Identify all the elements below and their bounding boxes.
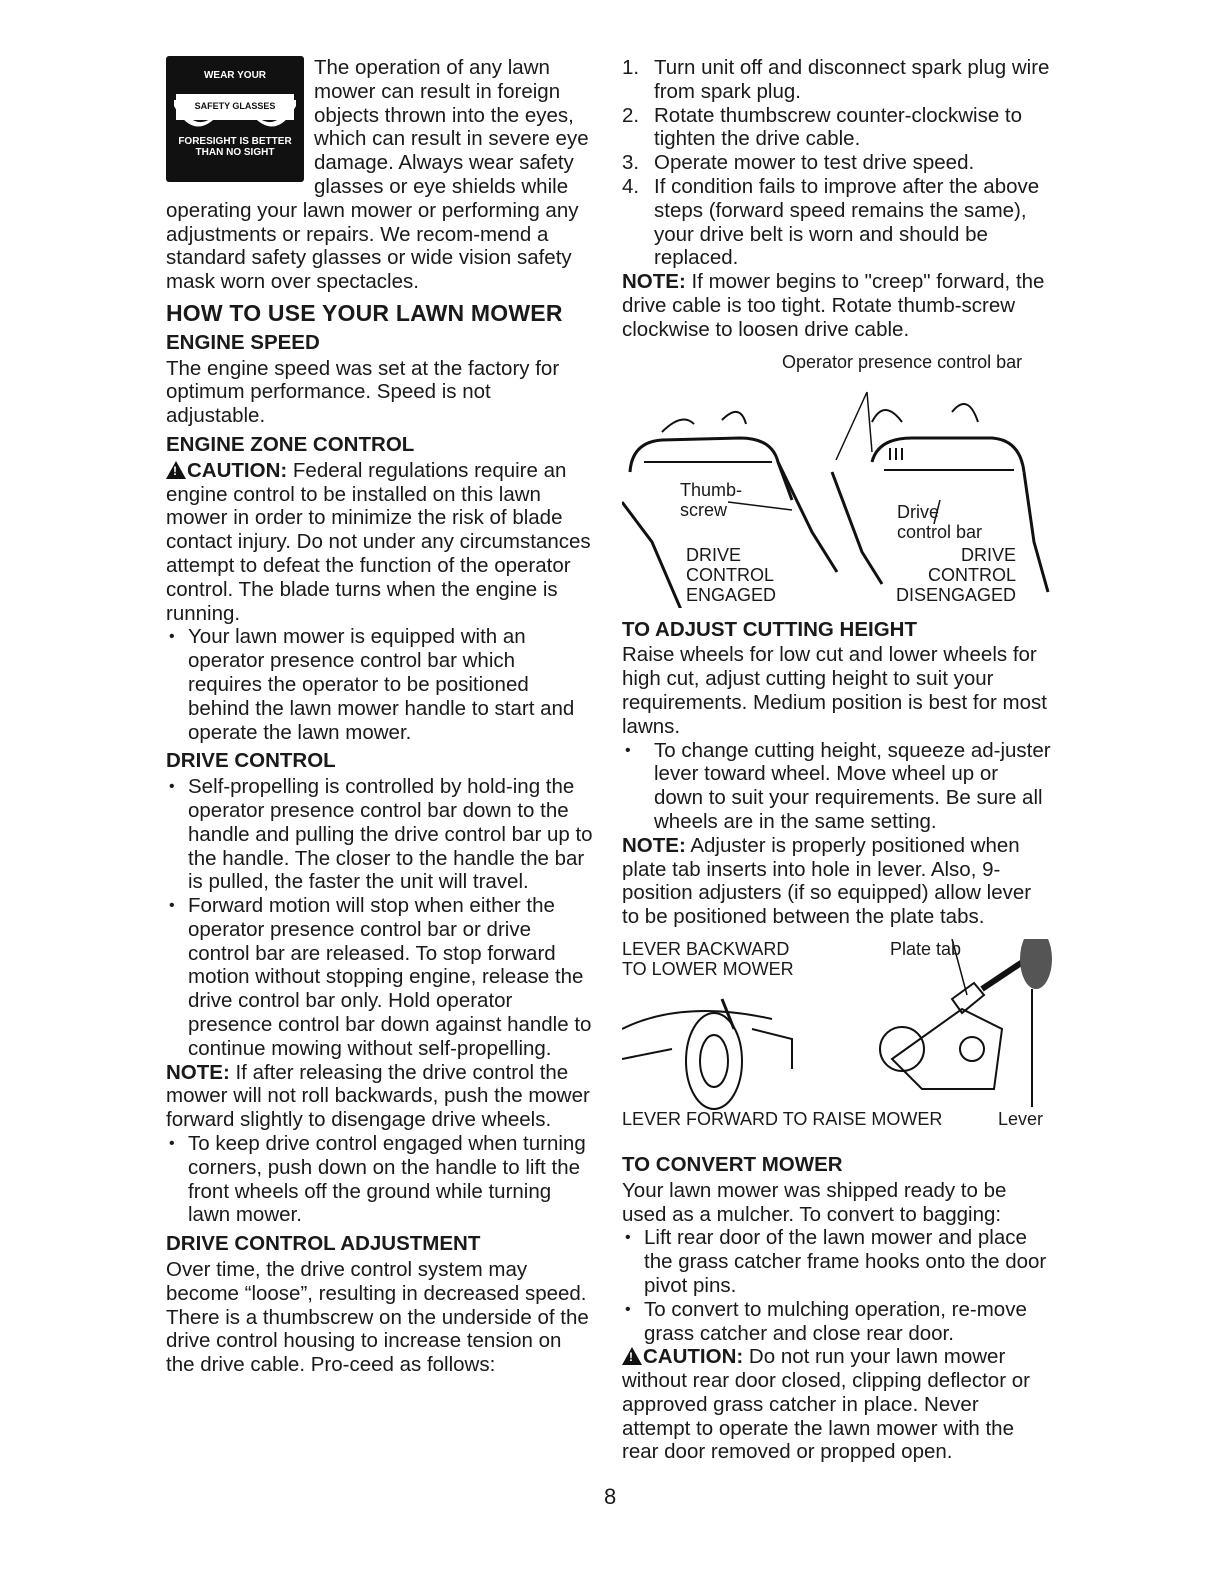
convert-list — [622, 1226, 1052, 1345]
note-label: NOTE: — [166, 1060, 230, 1084]
thumbscrew-line2: screw — [680, 499, 728, 520]
badge-slogan — [166, 136, 304, 158]
convert-caution — [622, 1345, 1052, 1464]
list-item: • Self-propelling is controlled by hold-ing the operator presence control bar down to the handle and pulling the drive control bar up to the handle. The closer to the handle the bar is pulled, the faster the unit will travel. — [166, 775, 594, 894]
engaged-label — [686, 545, 776, 605]
thumbscrew-label — [680, 480, 742, 520]
engine-zone-heading: ENGINE ZONE CONTROL — [166, 432, 415, 456]
convert-heading: TO CONVERT MOWER — [622, 1152, 843, 1176]
step-number: 3. — [622, 151, 640, 175]
main-heading: HOW TO USE YOUR LAWN MOWER — [166, 299, 563, 326]
step-item — [622, 151, 1052, 175]
engaged-line3: ENGAGED — [686, 584, 777, 605]
engine-zone-caution — [166, 459, 594, 626]
drive-control-list-2 — [166, 1132, 594, 1227]
list-item: • To convert to mulching operation, re-move grass catcher and close rear door. — [622, 1298, 1052, 1346]
step-text: Rotate thumbscrew counter-clockwise to tighten the drive cable. — [654, 103, 1023, 151]
list-item: • To keep drive control engaged when turning corners, push down on the handle to lift the front wheels off the ground while turning lawn mower. — [166, 1132, 594, 1227]
lever-label: Lever — [998, 1108, 1044, 1129]
step-item — [622, 175, 1052, 270]
disengaged-line1: DRIVE — [960, 544, 1016, 565]
engine-speed-heading: ENGINE SPEED — [166, 330, 320, 354]
step-item — [622, 56, 1052, 104]
cutting-height-text: Raise wheels for low cut and lower wheels for high cut, adjust cutting height to suit your requirements. Medium position is best for most lawns. — [622, 643, 1047, 738]
step-text: If condition fails to improve after the above steps (forward speed remains the same), your drive belt is worn and should be replaced. — [654, 174, 1040, 270]
height-lever-figure — [622, 939, 1052, 1129]
adjust-steps — [622, 56, 1052, 270]
adjuster-note — [622, 834, 1052, 929]
note-label: NOTE: — [622, 270, 686, 294]
list-item: • Forward motion will stop when either the operator presence control bar or drive control bar are released. To stop forward motion without stopping engine, release the drive control bar only. Hold operator presence control bar down against handle to continue mowing without self-propelling. — [166, 894, 594, 1061]
disengaged-label — [880, 545, 1016, 605]
drive-control-list — [166, 775, 594, 1061]
badge-line1: WEAR YOUR — [203, 70, 267, 81]
list-item: • Your lawn mower is equipped with an operator presence control bar which requires the operator to be positioned behind the lawn mower handle to start and operate the lawn mower. — [166, 625, 594, 744]
drive-control-heading: DRIVE CONTROL — [166, 749, 336, 773]
caution-icon — [622, 1347, 642, 1365]
safety-glasses-badge — [166, 56, 304, 182]
disengaged-line3: DISENGAGED — [895, 584, 1016, 605]
list-item: • To change cutting height, squeeze ad-juster lever toward wheel. Move wheel up or down to suit your requirements. Be sure all wheels are in the same setting. — [622, 739, 1052, 834]
badge-line2: SAFETY GLASSES — [176, 94, 294, 120]
page-number: 8 — [604, 1484, 617, 1509]
caution-icon — [166, 461, 186, 479]
note-text: If after releasing the drive control the mower will not roll backwards, push the mower forward slightly to disengage drive wheels. — [166, 1060, 590, 1132]
drive-adjust-heading: DRIVE CONTROL ADJUSTMENT — [166, 1232, 481, 1256]
thumbscrew-line1: Thumb- — [680, 479, 743, 500]
engaged-line2: CONTROL — [686, 564, 775, 585]
step-number: 1. — [622, 56, 640, 79]
lever-backward-line2: TO LOWER MOWER — [622, 958, 794, 979]
note-label: NOTE: — [622, 833, 686, 857]
creep-note — [622, 270, 1052, 341]
step-text: Turn unit off and disconnect spark plug wire from spark plug. — [654, 56, 1050, 103]
note-text: Adjuster is properly positioned when plate tab inserts into hole in lever. Also, 9-position adjusters (if so equipped) allow lever to be positioned between the plate tabs. — [622, 833, 1032, 929]
badge-line4: THAN NO SIGHT — [195, 147, 275, 158]
drive-bar-label — [897, 502, 982, 542]
drive-bar-line1: Drive — [897, 501, 940, 522]
operator-bar-label: Operator presence control bar — [782, 351, 1023, 372]
engine-speed-text: The engine speed was set at the factory for optimum performance. Speed is not adjustable. — [166, 356, 560, 428]
step-text: Operate mower to test drive speed. — [654, 151, 975, 175]
drive-adjust-text: Over time, the drive control system may become “loose”, resulting in decreased speed. There is a thumbscrew on the underside of the drive control housing to increase tension on the drive cable. Pro-ceed as follows: — [166, 1258, 589, 1377]
badge-line3: FORESIGHT IS BETTER — [178, 136, 292, 147]
caution-label: CAUTION: — [187, 458, 288, 482]
convert-text: Your lawn mower was shipped ready to be used as a mulcher. To convert to bagging: — [622, 1178, 1007, 1226]
cutting-height-list — [622, 739, 1052, 834]
plate-tab-label: Plate tab — [890, 938, 962, 959]
step-number: 2. — [622, 103, 640, 127]
step-number: 4. — [622, 174, 640, 198]
safety-intro-text: The operation of any lawn mower can result in foreign objects thrown into the eyes, which can result in severe eye damage. Always wear safety glasses or eye shields while operating your lawn mower or performing any adjustments or repairs. We recom-mend a standard safety glasses or wide vision safety mask worn over spectacles. — [166, 56, 589, 294]
engine-zone-list — [166, 625, 594, 744]
step-item — [622, 104, 1052, 152]
caution-text: Federal regulations require an engine control to be installed on this lawn mower in order to minimize the risk of blade contact injury. Do not under any circumstances attempt to defeat the function of the operator control. The blade turns when the engine is running. — [166, 458, 591, 625]
list-item: • Lift rear door of the lawn mower and place the grass catcher frame hooks onto the door pivot pins. — [622, 1226, 1052, 1297]
caution-text: Do not run your lawn mower without rear door closed, clipping deflector or approved grass catcher in place. Never attempt to operate the lawn mower with the rear door removed or propped open. — [622, 1345, 1030, 1464]
cutting-height-heading: TO ADJUST CUTTING HEIGHT — [622, 617, 917, 641]
right-column — [622, 56, 1052, 1464]
drive-control-figure — [622, 352, 1052, 608]
left-column — [166, 56, 594, 1377]
engaged-line1: DRIVE — [686, 544, 742, 565]
lever-backward-line1: LEVER BACKWARD — [622, 938, 790, 959]
drive-note — [166, 1061, 594, 1132]
lever-backward-label — [622, 939, 794, 979]
note-text: If mower begins to "creep" forward, the drive cable is too tight. Rotate thumb-screw clockwise to loosen drive cable. — [622, 270, 1045, 341]
disengaged-line2: CONTROL — [927, 564, 1016, 585]
caution-label: CAUTION: — [643, 1345, 744, 1369]
drive-bar-line2: control bar — [897, 521, 983, 542]
lever-forward-label: LEVER FORWARD TO RAISE MOWER — [622, 1108, 943, 1129]
